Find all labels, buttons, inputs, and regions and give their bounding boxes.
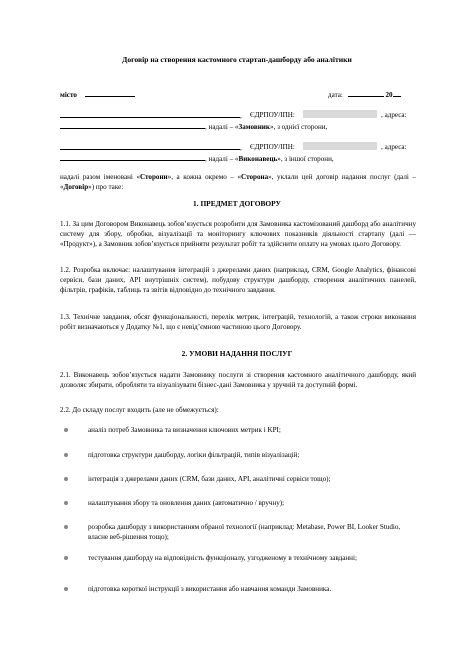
intro-t4: ») про таке: xyxy=(88,183,124,191)
bullet-icon xyxy=(64,587,68,591)
bullet-icon xyxy=(64,453,68,457)
party1-tail-pre: , надалі – « xyxy=(205,123,239,131)
bullet-icon xyxy=(64,477,68,481)
party1-role: Замовник xyxy=(238,123,270,131)
party2-code-field[interactable] xyxy=(303,142,377,150)
party1-code xyxy=(250,110,377,120)
bullet-icon xyxy=(64,501,68,505)
intro-b3: Договір xyxy=(63,183,89,191)
list-item-text: розробка дашборду з використанням обраної технології (наприклад: Metabase, Power BI, Looker Studio, власне веб-рішення тощо); xyxy=(88,523,401,541)
party2-name-blank[interactable] xyxy=(60,142,240,150)
list-item-text: інтеграція з джерелами даних (CRM, бази даних, API, аналітичні сервіси тощо); xyxy=(88,475,331,483)
party1-address: , адреса: xyxy=(381,111,407,119)
list-item-text: тестування дашборду на відповідність функціоналу, узгодженому в технічному завданні; xyxy=(88,554,357,562)
place-blank[interactable] xyxy=(85,89,135,97)
section1-heading: 1. ПРЕДМЕТ ДОГОВОРУ xyxy=(193,199,281,208)
intro-b2: Сторона xyxy=(241,173,269,181)
party2-role: Виконавець xyxy=(238,155,278,163)
party1-line1: , xyxy=(60,110,242,121)
clause-1-1: 1.1. За цим Договором Виконавець зобов’язується розробити для Замовника кастомізований дашборд або аналітичну систему для збору, обробки, візуалізації та моніторингу ключових показників діяльності стартапу (далі — «Продукт»), а Замовник зобов’язується прийняти результат робіт та здійснити оплату на умовах цього Договору. xyxy=(60,220,416,248)
intro-paragraph xyxy=(60,172,416,192)
year-blank[interactable] xyxy=(393,89,401,97)
party1-name-blank[interactable] xyxy=(60,110,240,118)
place-line xyxy=(60,89,135,100)
list-item-text: аналіз потреб Замовника та визначення ключових метрик і KPI; xyxy=(88,426,281,434)
clause-2-2: 2.2. До складу послуг входить (але не обмежується): xyxy=(60,406,219,414)
party1-line2 xyxy=(60,121,327,132)
party2-address: , адреса: xyxy=(381,143,407,151)
date-blank[interactable] xyxy=(348,89,384,97)
party2-line2 xyxy=(60,153,334,164)
clause-1-3: 1.3. Технічне завдання, обсяг функціональності, перелік метрик, інтеграцій, технологій, а також строки виконання робіт визначаються у Додатку №1, що є невід’ємною частиною цього Договору. xyxy=(60,313,416,331)
party1-address-blank[interactable] xyxy=(60,121,205,129)
party2-code xyxy=(250,142,377,152)
party2-address-blank[interactable] xyxy=(60,153,205,161)
intro-t3: », уклали цей договір надання послуг (далі – « xyxy=(60,173,416,191)
section2-heading: 2. УМОВИ НАДАННЯ ПОСЛУГ xyxy=(181,349,293,358)
date-line xyxy=(328,89,401,100)
list-item-text: підготовка структури дашборду, логіки фільтрацій, типів візуалізацій; xyxy=(88,451,300,459)
bullet-icon xyxy=(64,428,68,432)
party1-address-label: адреса: xyxy=(384,111,407,119)
party1-code-field[interactable] xyxy=(303,110,377,118)
party2-tail-post: », з іншої сторони, xyxy=(277,155,334,163)
date-year: 20 xyxy=(385,91,393,99)
document-title: Договір на створення кастомного стартап-дашборду або аналітики xyxy=(122,55,352,64)
place-label: місто xyxy=(60,91,77,99)
clause-1-2: 1.2. Розробка включає: налаштування інтеграцій з джерелами даних (наприклад, CRM, Google Analytics, фінансові сервіси, бази даних, API внутрішніх систем), побудову структури дашборду, створення аналітичних панелей, фільтрів, графіків, таблиць та звітів відповідно до технічного завдання. xyxy=(60,266,416,294)
intro-b1: Сторони xyxy=(140,173,168,181)
clause-2-1: 2.1. Виконавець зобов’язується надати Замовнику послуги зі створення кастомного аналітичного дашборду, який дозволяє збирати, обробляти та візуалізувати бізнес-дані Замовника у зручній та доступній формі. xyxy=(60,371,416,389)
party2-line1: , xyxy=(60,142,242,153)
party2-address-label: адреса: xyxy=(384,143,407,151)
bullet-icon xyxy=(64,525,68,529)
date-label: дата: xyxy=(328,91,343,99)
party2-code-label: ЄДРПОУ/ІПН: xyxy=(250,143,295,151)
bullet-icon xyxy=(64,556,68,560)
list-item-text: підготовка короткої інструкції з використання або навчання команди Замовника. xyxy=(88,585,332,593)
intro-t1: надалі разом іменовані « xyxy=(60,173,140,181)
intro-t2: », а кожна окремо – « xyxy=(167,173,242,181)
list-item-text: налаштування збору та оновлення даних (автоматично / вручну); xyxy=(88,499,285,507)
party2-tail-pre: , надалі – « xyxy=(205,155,239,163)
party1-code-label: ЄДРПОУ/ІПН: xyxy=(250,111,295,119)
party1-tail-post: », з однієї сторони, xyxy=(269,123,328,131)
